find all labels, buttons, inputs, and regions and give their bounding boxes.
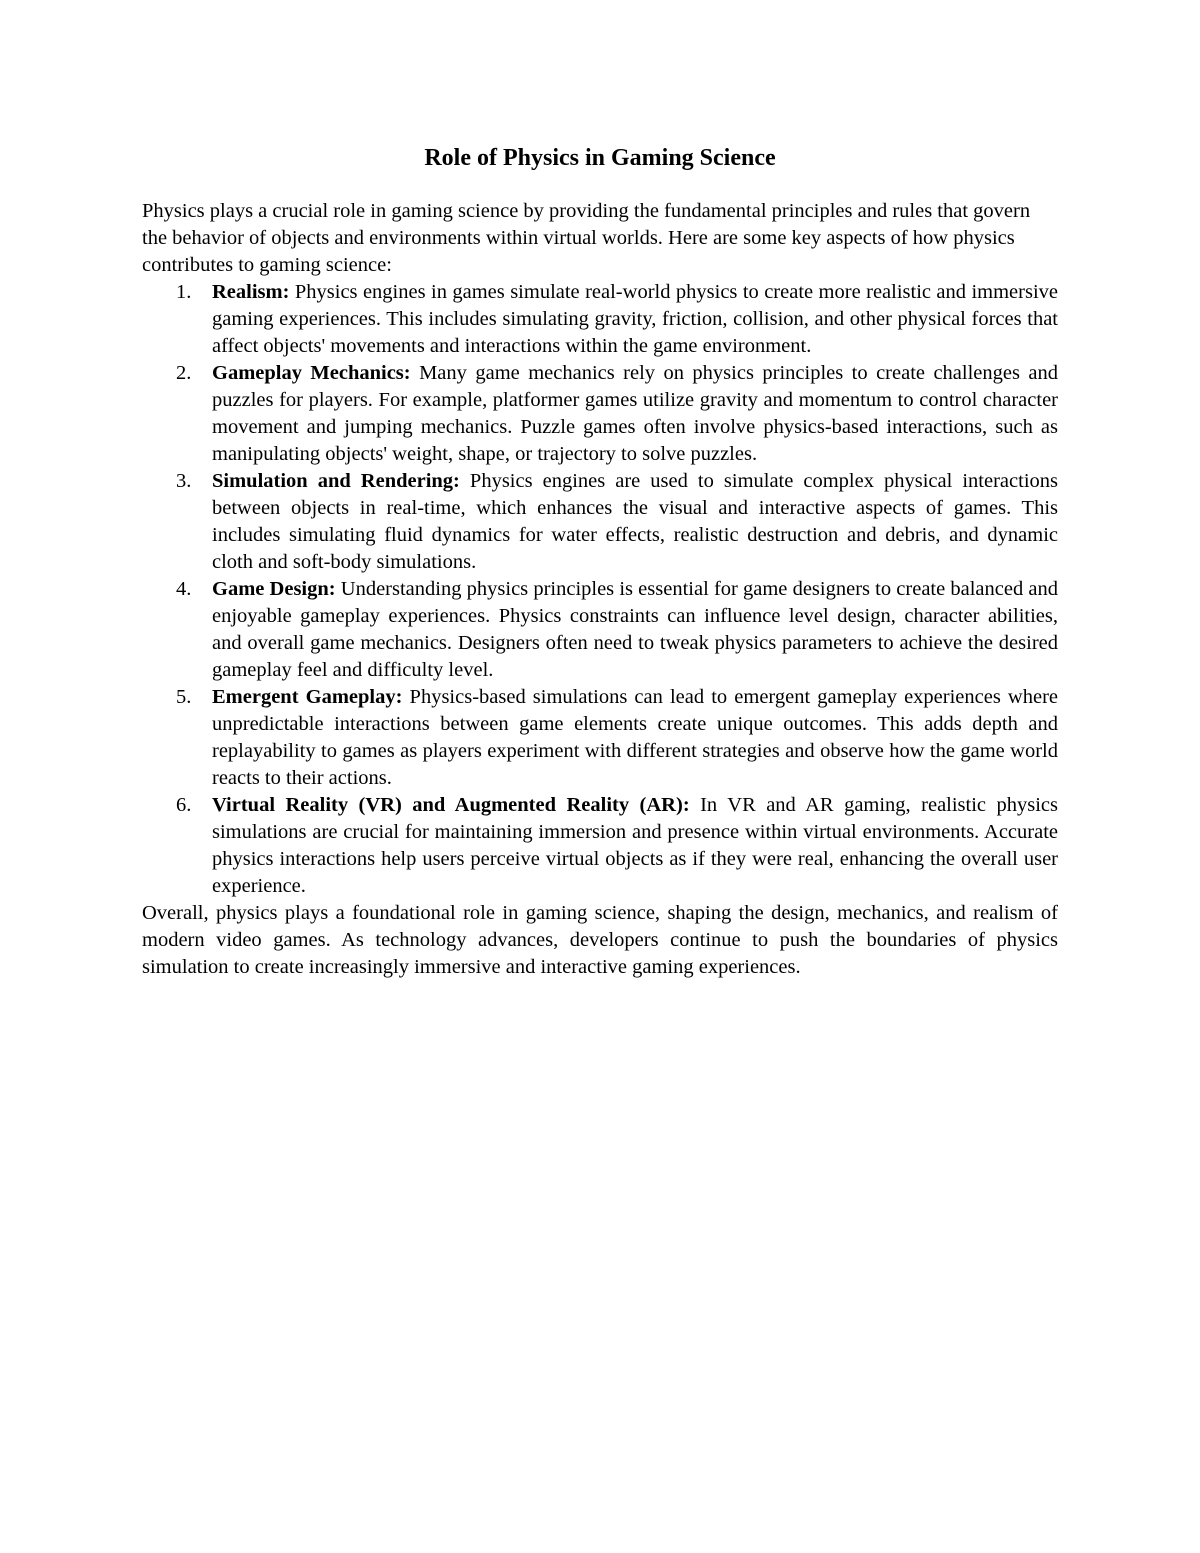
list-item — [142, 468, 1058, 576]
list-item — [142, 792, 1058, 900]
list-item-term: Virtual Reality (VR) and Augmented Reality (AR): — [212, 794, 690, 816]
list-item-number: 6. — [176, 794, 192, 816]
list-item-text: In VR and AR gaming, realistic physics simulations are crucial for maintaining immersion and presence within virtual environments. Accurate physics interactions help users perceive virtual objects as if they were real, enhancing the overall user experience. — [212, 794, 1058, 897]
list-item — [142, 279, 1058, 360]
list-item-number: 4. — [176, 578, 192, 600]
list-item-term: Gameplay Mechanics: — [212, 362, 411, 384]
page-title: Role of Physics in Gaming Science — [424, 145, 776, 171]
list-item-text: Physics engines in games simulate real-world physics to create more realistic and immersive gaming experiences. This includes simulating gravity, friction, collision, and other physical forces that affect objects' movements and interactions within the game environment. — [212, 281, 1058, 357]
list-item-text: Physics-based simulations can lead to emergent gameplay experiences where unpredictable interactions between game elements create unique outcomes. This adds depth and replayability to games as players experiment with different strategies and observe how the game world reacts to their actions. — [212, 686, 1058, 789]
conclusion-paragraph: Overall, physics plays a foundational role in gaming science, shaping the design, mechanics, and realism of modern video games. As technology advances, developers continue to push the boundaries of physics simulation to create increasingly immersive and interactive gaming experiences. — [142, 902, 1058, 978]
list-item — [142, 576, 1058, 684]
list-item-number: 5. — [176, 686, 192, 708]
list-item-term: Simulation and Rendering: — [212, 470, 460, 492]
list-item-term: Emergent Gameplay: — [212, 686, 403, 708]
list-item-term: Realism: — [212, 281, 290, 303]
list-item-number: 3. — [176, 470, 192, 492]
list-item — [142, 684, 1058, 792]
list-item-number: 1. — [176, 281, 192, 303]
list-item-term: Game Design: — [212, 578, 336, 600]
list-item — [142, 360, 1058, 468]
document-body — [142, 142, 1058, 981]
intro-paragraph: Physics plays a crucial role in gaming science by providing the fundamental principles and rules that govern the behavior of objects and environments within virtual worlds. Here are some key aspects of how physics contributes to gaming science: — [142, 200, 1031, 276]
list-item-text: Understanding physics principles is essential for game designers to create balanced and enjoyable gameplay experiences. Physics constraints can influence level design, character abilities, and overall game mechanics. Designers often need to tweak physics parameters to achieve the desired gameplay feel and difficulty level. — [212, 578, 1058, 681]
aspects-list — [142, 279, 1058, 900]
list-item-text: Many game mechanics rely on physics principles to create challenges and puzzles for players. For example, platformer games utilize gravity and momentum to control character movement and jumping mechanics. Puzzle games often involve physics-based interactions, such as manipulating objects' weight, shape, or trajectory to solve puzzles. — [212, 362, 1059, 465]
list-item-number: 2. — [176, 362, 192, 384]
list-item-text: Physics engines are used to simulate complex physical interactions between objects in real-time, which enhances the visual and interactive aspects of games. This includes simulating fluid dynamics for water effects, realistic destruction and debris, and dynamic cloth and soft-body simulations. — [212, 470, 1058, 573]
